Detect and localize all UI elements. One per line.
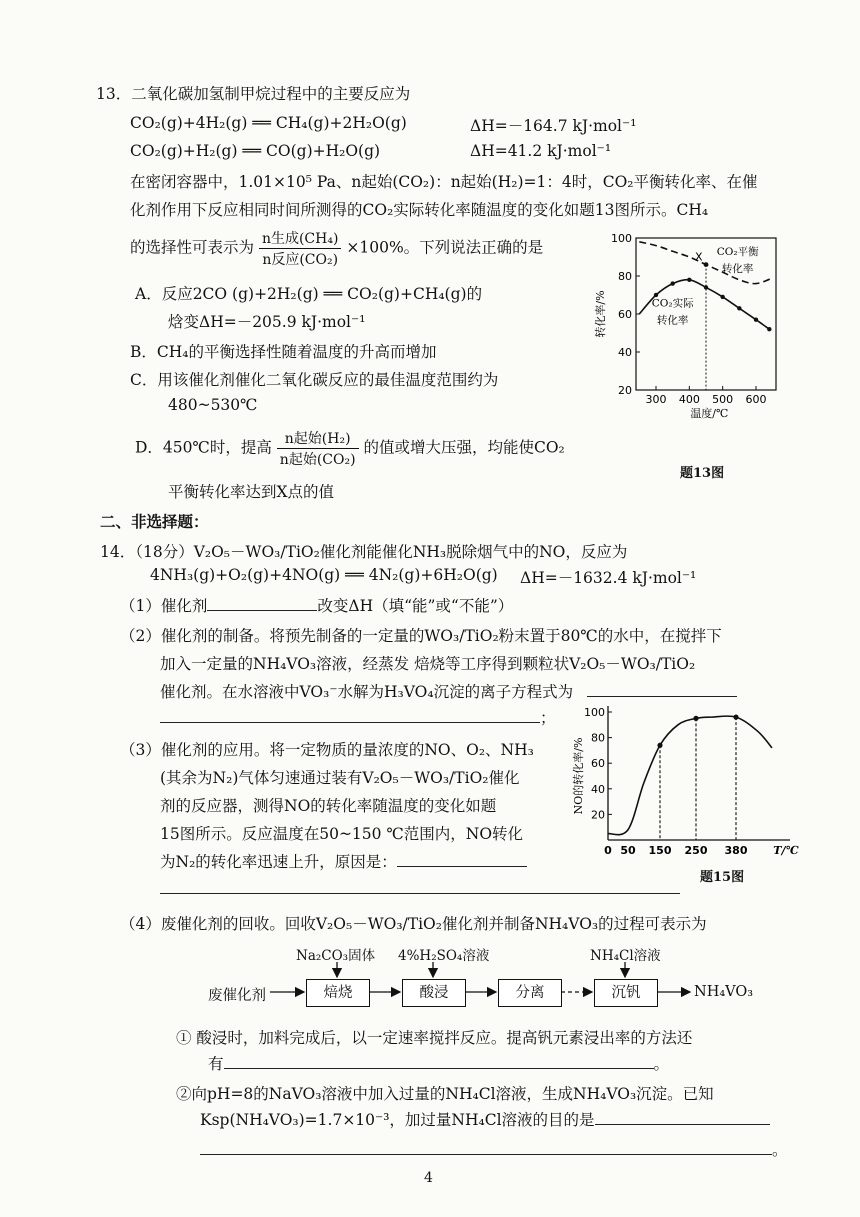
q14-part2-line1: （2）催化剂的制备。将预先制备的一定量的WO₃/TiO₂粉末置于80℃的水中，在搅拌下 — [120, 627, 722, 645]
part1-suffix: 改变ΔH（填“能”或“不能”） — [317, 597, 514, 615]
q13-stem: 13．二氧化碳加氢制甲烷过程中的主要反应为 — [96, 85, 411, 103]
chart13-xtick-label: 400 — [678, 393, 700, 406]
chart13-ytick-label: 80 — [618, 270, 632, 283]
q13-option-a-line1: A．反应2CO (g)+2H₂(g) ══ CO₂(g)+CH₄(g)的 — [135, 285, 483, 303]
q14-part4-sub2-line2 — [200, 1108, 770, 1130]
chart15-ytick-label: 100 — [584, 706, 605, 719]
sub2-end-mark: 。 — [772, 1141, 788, 1159]
q14-part4-sub2-line1: ②向pH=8的NaVO₃溶液中加入过量的NH₄Cl溶液，生成NH₄VO₃沉淀。已知 — [176, 1085, 714, 1103]
flow-step-acid-leaching: 酸浸 — [402, 979, 466, 1007]
chart15-ylabel: NO的转化率/% — [572, 737, 585, 815]
q13-option-c-line1: C．用该催化剂催化二氧化碳反应的最佳温度范围约为 — [130, 371, 499, 389]
option-d-numerator: n起始(H₂) — [277, 428, 359, 449]
flow-reagent-3: NH₄Cl溶液 — [590, 948, 661, 964]
chart13-ylabel: 转化率/% — [594, 290, 607, 338]
part1-prefix: （1）催化剂 — [120, 597, 208, 615]
chart13-point-x-label: X — [695, 250, 703, 264]
chart15-ytick-label: 20 — [591, 808, 605, 822]
flow-step-vanadium-precipitation: 沉钒 — [594, 979, 658, 1007]
part3-line5-text: 为N₂的转化率迅速上升，原因是： — [160, 853, 397, 871]
chart15-xtick-label: 380 — [724, 844, 748, 857]
chart15-ytick-label: 40 — [591, 782, 605, 796]
chart15-ytick-label: 80 — [591, 731, 605, 745]
q13-option-d-line2: 平衡转化率达到X点的值 — [168, 483, 335, 501]
chart13-ytick-label: 100 — [611, 232, 632, 245]
part4-sub2-answer-blank-a[interactable] — [595, 1124, 770, 1125]
q14-part4-line1: （4）废催化剂的回收。回收V₂O₅－WO₃/TiO₂催化剂并制备NH₄VO₃的过程可表示为 — [120, 915, 707, 933]
q14-part4-sub2-line3 — [200, 1138, 788, 1160]
flow-step-roasting: 焙烧 — [306, 979, 370, 1007]
section-2-heading: 二、非选择题： — [100, 512, 209, 531]
chart15-xtick-label: 150 — [648, 844, 672, 857]
chart15-xlabel: T/℃ — [773, 844, 799, 857]
selectivity-suffix: ×100%。下列说法正确的是 — [346, 238, 544, 257]
chart13-equilibrium-label-1: CO₂平衡 — [716, 246, 759, 259]
part4-sub1-answer-blank[interactable] — [224, 1068, 654, 1069]
option-d-prefix: D．450℃时，提高 — [135, 438, 272, 457]
flow-step-separation: 分离 — [498, 979, 562, 1007]
chart13-equilibrium-label-2: 转化率 — [721, 263, 754, 276]
q13-reaction-2: CO₂(g)+H₂(g) ══ CO(g)+H₂O(g) — [130, 142, 381, 160]
q13-reaction-2-enthalpy: ΔH=41.2 kJ·mol⁻¹ — [470, 142, 612, 160]
selectivity-numerator: n生成(CH₄) — [259, 228, 341, 249]
q14-part4-sub1-line2 — [208, 1052, 669, 1074]
q13-reaction-1-enthalpy: ΔH=－164.7 kJ·mol⁻¹ — [470, 117, 637, 135]
part4-sub2-answer-blank-b[interactable] — [200, 1154, 772, 1155]
sub2-text: Ksp(NH₄VO₃)=1.7×10⁻³，加过量NH₄Cl溶液的目的是 — [200, 1111, 595, 1129]
part2-line3-text: 催化剂。在水溶液中VO₃⁻水解为H₃VO₄沉淀的离子方程式为 — [160, 683, 574, 701]
chart15-xtick-label: 50 — [620, 844, 636, 857]
q13-text-line4: 化剂作用下反应相同时间所测得的CO₂实际转化率随温度的变化如题13图所示。CH₄ — [130, 201, 709, 219]
option-d-suffix: 的值或增大压强，均能使CO₂ — [363, 438, 565, 457]
flow-end-product: NH₄VO₃ — [694, 984, 754, 1000]
q13-option-c-line2: 480~530℃ — [168, 396, 258, 414]
q14-part2-line2: 加入一定量的NH₄VO₃溶液，经蒸发 焙烧等工序得到颗粒状V₂O₅－WO₃/TiO₂ — [160, 655, 696, 673]
q14-reaction-enthalpy: ΔH=－1632.4 kJ·mol⁻¹ — [520, 569, 697, 587]
chart13-ytick-label: 60 — [618, 308, 632, 321]
chart13-xtick-label: 500 — [712, 393, 734, 406]
chart15-xtick-label: 0 — [604, 844, 612, 857]
q14-part4-sub1-line1: ① 酸浸时，加料完成后，以一定速率搅拌反应。提高钒元素浸出率的方法还 — [176, 1029, 693, 1047]
figure-13-caption: 题13图 — [680, 466, 725, 481]
q14-part3-line2: (其余为N₂)气体匀速通过装有V₂O₅－WO₃/TiO₂催化 — [160, 769, 520, 787]
page-number: 4 — [424, 1170, 433, 1186]
selectivity-denominator: n反应(CO₂) — [262, 252, 339, 268]
q14-part3-line3: 剂的反应器，测得NO的转化率随温度的变化如题 — [160, 797, 497, 815]
chart13-actual-label-1: CO₂实际 — [651, 297, 694, 310]
chart15-ytick-label: 60 — [591, 757, 605, 771]
q14-part3-line1: （3）催化剂的应用。将一定物质的量浓度的NO、O₂、NH₃ — [120, 741, 534, 759]
chart15-xtick-label: 250 — [684, 844, 708, 857]
chart13-xtick-label: 300 — [645, 393, 667, 406]
part2-end-mark: ； — [540, 709, 556, 727]
chart13-ytick-label: 20 — [618, 384, 632, 397]
q13-option-b: B．CH₄的平衡选择性随着温度的升高而增加 — [130, 343, 437, 361]
q14-reaction: 4NH₃(g)+O₂(g)+4NO(g) ══ 4N₂(g)+6H₂O(g) — [150, 566, 498, 584]
flow-reagent-2: 4%H₂SO₄溶液 — [398, 948, 490, 964]
q14-part3-line4: 15图所示。反应温度在50~150 ℃范围内，NO转化 — [160, 825, 524, 843]
flow-reagent-1: Na₂CO₃固体 — [296, 948, 376, 964]
figure-15-caption: 题15图 — [700, 870, 745, 885]
flow-start: 废催化剂 — [208, 988, 266, 1004]
q13-reaction-1: CO₂(g)+4H₂(g) ══ CH₄(g)+2H₂O(g) — [130, 114, 407, 132]
sub1-end-mark: 。 — [653, 1055, 670, 1073]
q13-option-a-line2: 焓变ΔH=－205.9 kJ·mol⁻¹ — [168, 313, 366, 331]
chart13-xlabel: 温度/℃ — [690, 407, 729, 420]
chart13-actual-label-2: 转化率 — [656, 314, 689, 327]
sub1-prefix: 有 — [208, 1055, 224, 1073]
q13-text-line3: 在密闭容器中，1.01×10⁵ Pa、n起始(CO₂)：n起始(H₂)=1：4时，CO₂平衡转化率、在催 — [130, 173, 758, 191]
q14-stem: 14．（18分）V₂O₅－WO₃/TiO₂催化剂能催化NH₃脱除烟气中的NO，反应为 — [100, 543, 628, 561]
option-d-denominator: n起始(CO₂) — [279, 452, 356, 468]
chart13-xtick-label: 600 — [745, 393, 767, 406]
chart13-ytick-label: 40 — [618, 346, 632, 359]
selectivity-prefix: 的选择性可表示为 — [130, 238, 255, 257]
